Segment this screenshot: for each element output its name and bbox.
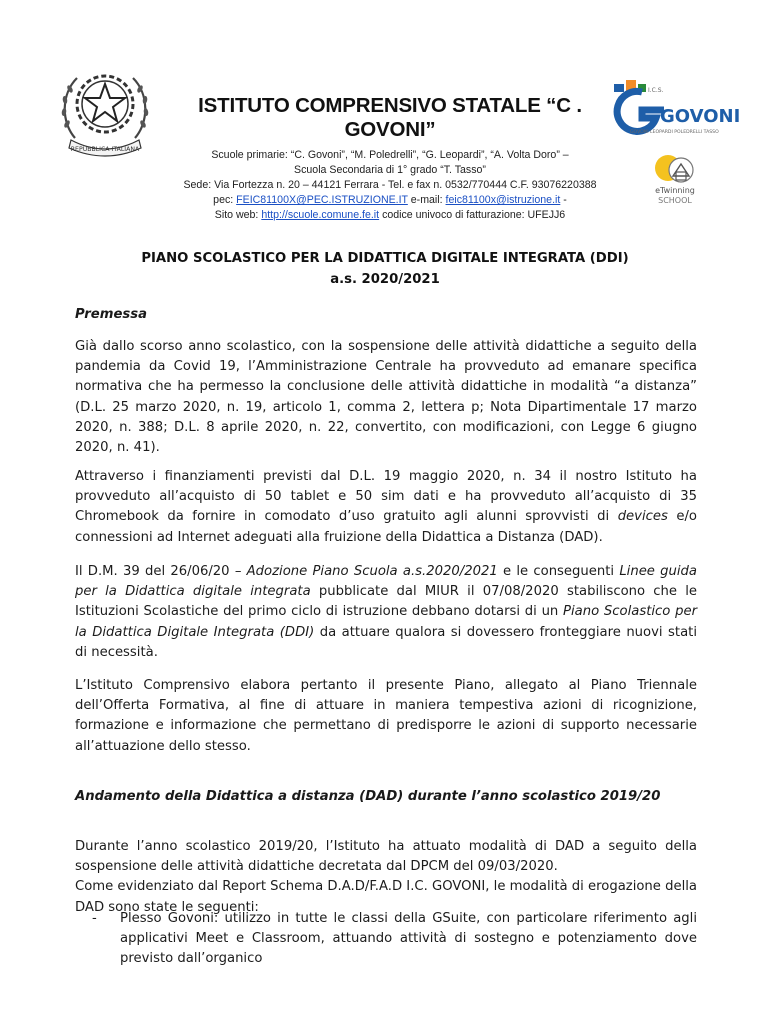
emblem-text: REPUBBLICA ITALIANA bbox=[70, 146, 140, 153]
paragraph-3-italic-1: Adozione Piano Scuola a.s.2020/2021 bbox=[246, 564, 498, 579]
pec-link[interactable]: FEIC81100X@PEC.ISTRUZIONE.IT bbox=[236, 194, 408, 206]
etwinning-logo-icon bbox=[646, 152, 704, 206]
paragraph-1: Già dallo scorso anno scolastico, con la sospensione delle attività didattiche a seguito della pandemia da Covid 19, l’Amministrazione Centrale ha provveduto ad emanare specifica normativa che ha permesso la conclusione delle attività didattiche in modalità “a distanza” (D.L. 25 marzo 2020, n. 19, articolo 1, comma 2, lettera p; Nota Dipartimentale 17 marzo 2020, n. 388; D.L. 8 aprile 2020, n. 22, convertito, con modificazioni, con Legge 6 giugno 2020, n. 41). bbox=[75, 339, 697, 456]
logo-subtitle: GOVONI LEOPARDI POLEDRELLI TASSO bbox=[630, 130, 719, 135]
document-title bbox=[75, 248, 695, 290]
paragraph-3-text-d: da attuare qualora si dovessero fronteggiare nuovi stati di necessità. bbox=[75, 624, 697, 660]
contacts-line bbox=[150, 193, 630, 208]
paragraph-4: L’Istituto Comprensivo elabora pertanto il presente Piano, allegato al Piano Triennale dell’Offerta Formativa, al fine di attuare in maniera tempestiva azioni di ricognizione, formazione e informazione che permettano di predisporre le azioni di supporto necessarie all’attuazione dello stesso. bbox=[75, 678, 697, 754]
address-line: Sede: Via Fortezza n. 20 – 44121 Ferrara - Tel. e fax n. 0532/770444 C.F. 93076220388 bbox=[183, 179, 597, 191]
email-label: e-mail: bbox=[410, 194, 443, 206]
paragraph-3-italic-3: Piano Scolastico per la Didattica Digitale Integrata (DDI) bbox=[75, 604, 698, 640]
section-heading-andamento: Andamento della Didattica a distanza (DAD) durante l’anno scolastico 2019/20 bbox=[75, 789, 661, 804]
paragraph-2 bbox=[75, 467, 697, 548]
list-item bbox=[92, 909, 697, 970]
etwinning-line1: eTwinning bbox=[655, 186, 695, 195]
paragraph-5-part-1: Durante l’anno scolastico 2019/20, l’Istituto ha attuato modalità di DAD a seguito della sospensione delle attività didattiche decretata dal DPCM del 09/03/2020. bbox=[75, 839, 697, 875]
logo-brand: GOVONI bbox=[660, 106, 741, 127]
paragraph-3-text-b: e le conseguenti bbox=[497, 564, 620, 579]
paragraph-5 bbox=[75, 837, 697, 918]
paragraph-3-italic-2: Linee guida per la Didattica digitale integrata bbox=[75, 564, 698, 600]
paragraph-2-text-a: Attraverso i finanziamenti previsti dal D.L. 19 maggio 2020, n. 34 il nostro Istituto ha provveduto all’acquisto di 50 tablet e 50 sim dati e ha provveduto all’acquisto di 35 Chromebook da fornire in comodato d’uso gratuito agli alunni sprovvisti di bbox=[75, 469, 697, 525]
site-label: Sito web: bbox=[214, 209, 259, 221]
paragraph-3-text-c: pubblicate dal MIUR il 07/08/2020 stabiliscono che le Istituzioni Scolastiche del primo ciclo di istruzione debbano dotarsi di un bbox=[75, 584, 698, 620]
email-suffix: - bbox=[563, 194, 567, 206]
etwinning-line2: SCHOOL bbox=[658, 196, 692, 205]
paragraph-3 bbox=[75, 562, 697, 663]
schools-line: Scuole primarie: “C. Govoni”, “M. Poledrelli”, “G. Leopardi”, “A. Volta Doro” – bbox=[211, 149, 569, 161]
billing-code: codice univoco di fatturazione: UFEJJ6 bbox=[382, 209, 566, 221]
republic-emblem-icon bbox=[55, 60, 155, 158]
pec-label: pec: bbox=[213, 194, 234, 206]
school-name: ISTITUTO COMPRENSIVO STATALE “C . GOVONI” bbox=[198, 94, 582, 141]
school-header bbox=[150, 94, 630, 223]
secondary-school-line: Scuola Secondaria di 1° grado “T. Tasso” bbox=[294, 164, 486, 176]
website-link[interactable]: http://scuole.comune.fe.it bbox=[261, 209, 380, 221]
govoni-logo-icon bbox=[612, 78, 741, 136]
bullet-dash: - bbox=[92, 911, 97, 926]
bullet-text: Plesso Govoni: utilizzo in tutte le classi della GSuite, con particolare riferimento agli applicativi Meet e Classroom, attuando attività di sostegno e potenziamento dove previsto dall’organico bbox=[120, 911, 697, 967]
document-title-line2: a.s. 2020/2021 bbox=[330, 272, 440, 287]
paragraph-5-part-2: Come evidenziato dal Report Schema D.A.D/F.A.D I.C. GOVONI, le modalità di erogazione della DAD sono state le seguenti: bbox=[75, 879, 697, 915]
email-link[interactable]: feic81100x@istruzione.it bbox=[445, 194, 561, 206]
document-title-line1: PIANO SCOLASTICO PER LA DIDATTICA DIGITALE INTEGRATA (DDI) bbox=[141, 251, 629, 266]
logo-prefix: I.C.S. bbox=[648, 87, 664, 94]
website-line bbox=[150, 208, 630, 223]
paragraph-2-text-b: e/o connessioni ad Internet adeguati alla fruizione della Didattica a Distanza (DAD). bbox=[75, 509, 697, 545]
paragraph-3-text-a: Il D.M. 39 del 26/06/20 – bbox=[75, 564, 247, 579]
paragraph-2-italic: devices bbox=[617, 509, 668, 525]
section-heading-premessa: Premessa bbox=[75, 307, 147, 322]
